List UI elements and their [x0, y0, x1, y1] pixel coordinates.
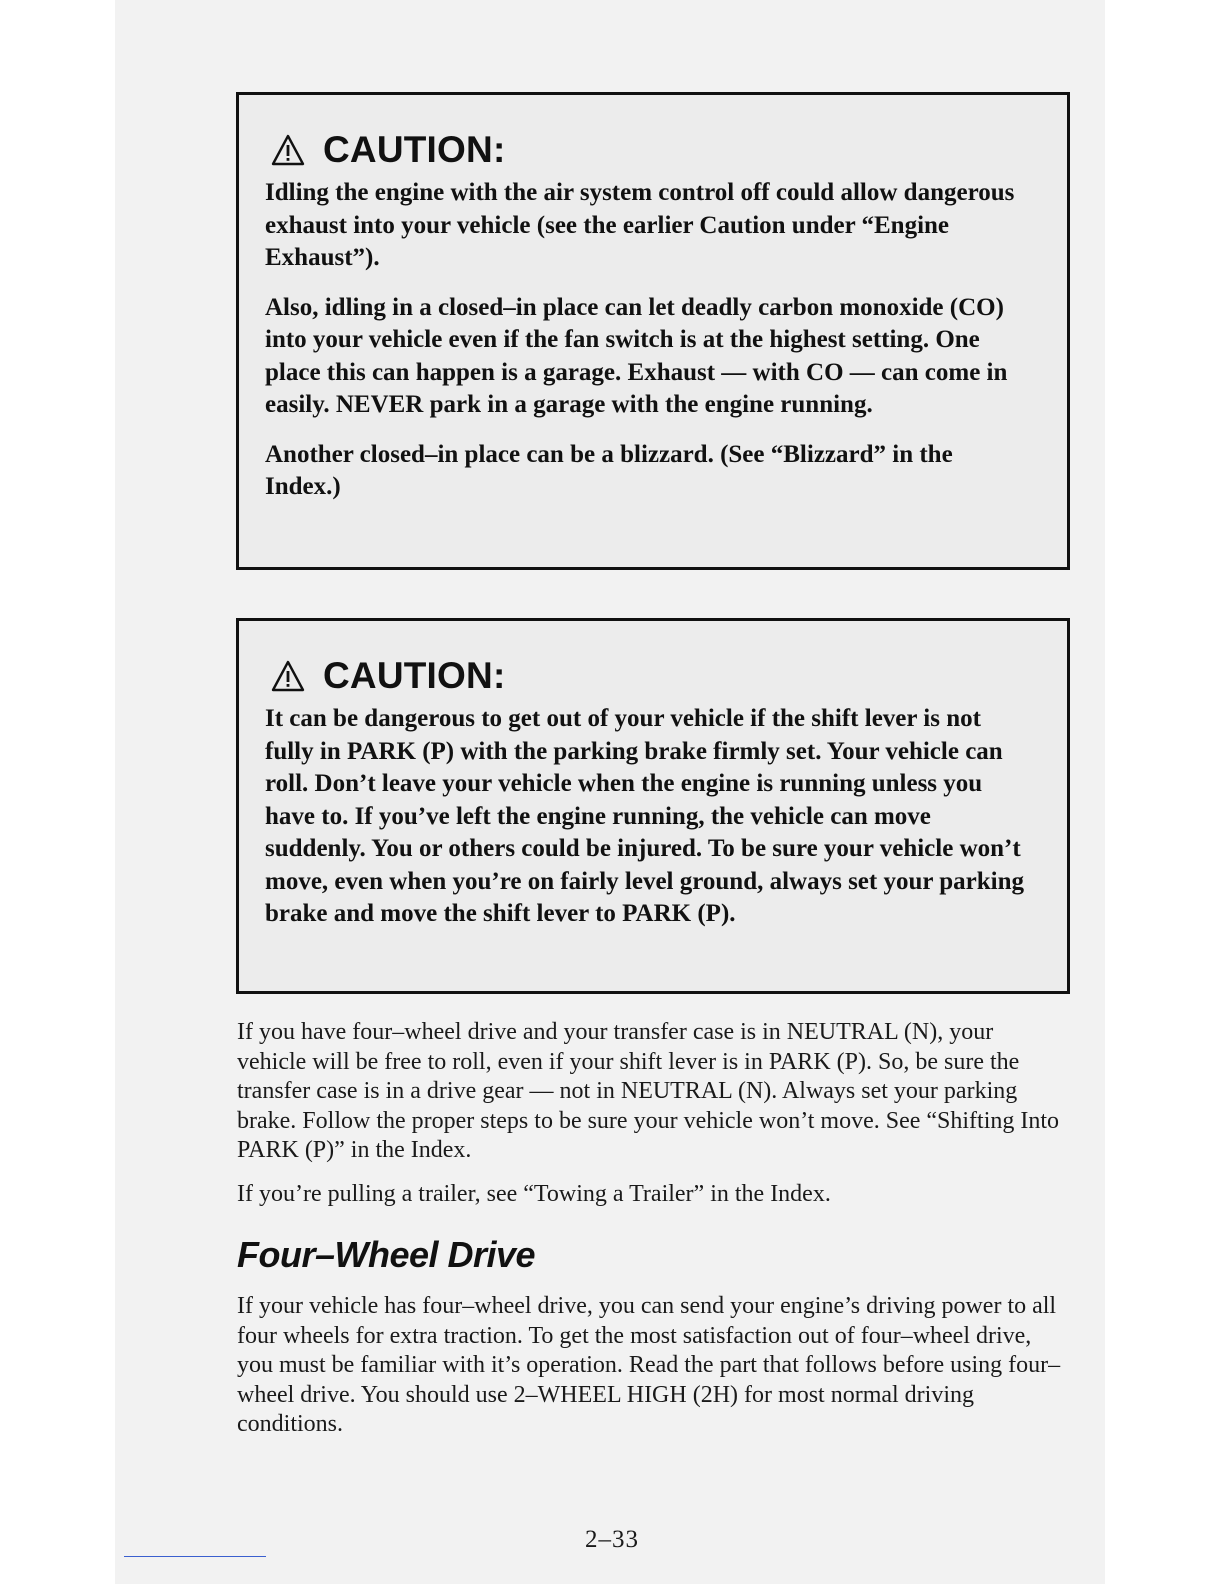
body-paragraph: If you have four–wheel drive and your transfer case is in NEUTRAL (N), your vehicle will be free to roll, even if your shift lever is in PARK (P). So, be sure the transfer case is in a drive gear — not in NEUTRAL (N). Always set your parking brake. Follow the proper steps to be sure your vehicle won’t move. See “Shifting Into PARK (P)” in the Index.	[237, 1019, 1060, 1163]
caution-heading	[271, 655, 1027, 697]
caution-label: CAUTION:	[323, 655, 506, 696]
warning-triangle-icon	[271, 134, 305, 166]
section-paragraph: If your vehicle has four–wheel drive, you can send your engine’s driving power to all four wheels for extra traction. To get the most satisfaction out of four–wheel drive, you must be familiar with it’s operation. Read the part that follows before using four–wheel drive. You should use 2–WHEEL HIGH (2H) for most normal driving conditions.	[237, 1293, 1061, 1437]
caution-paragraph: Also, idling in a closed–in place can let deadly carbon monoxide (CO) into your vehicle even if the fan switch is at the highest setting. One place this can happen is a garage. Exhaust — with CO — can come in easily. NEVER park in a garage with the engine running.	[265, 293, 1008, 418]
body-paragraph: If you’re pulling a trailer, see “Towing a Trailer” in the Index.	[237, 1181, 831, 1207]
caution-label: CAUTION:	[323, 129, 506, 170]
footer-divider	[124, 1556, 266, 1557]
caution-paragraph: It can be dangerous to get out of your vehicle if the shift lever is not fully in PARK (P) with the parking brake firmly set. Your vehicle can roll. Don’t leave your vehicle when the engine is running unless you have to. If you’ve left the engine running, the vehicle can move suddenly. You or others could be injured. To be sure your vehicle won’t move, even when you’re on fairly level ground, always set your parking brake and move the shift lever to PARK (P).	[265, 705, 1025, 927]
page-number: 2–33	[585, 1526, 639, 1553]
caution-paragraph: Idling the engine with the air system control off could allow dangerous exhaust into your vehicle (see the earlier Caution under “Engine Exhaust”).	[265, 179, 1015, 271]
warning-triangle-icon	[271, 660, 305, 692]
section-heading: Four–Wheel Drive	[237, 1234, 536, 1275]
caution-box	[236, 92, 1070, 570]
caution-box	[236, 618, 1070, 994]
caution-paragraph: Another closed–in place can be a blizzard. (See “Blizzard” in the Index.)	[265, 440, 953, 500]
caution-heading	[271, 129, 1027, 171]
